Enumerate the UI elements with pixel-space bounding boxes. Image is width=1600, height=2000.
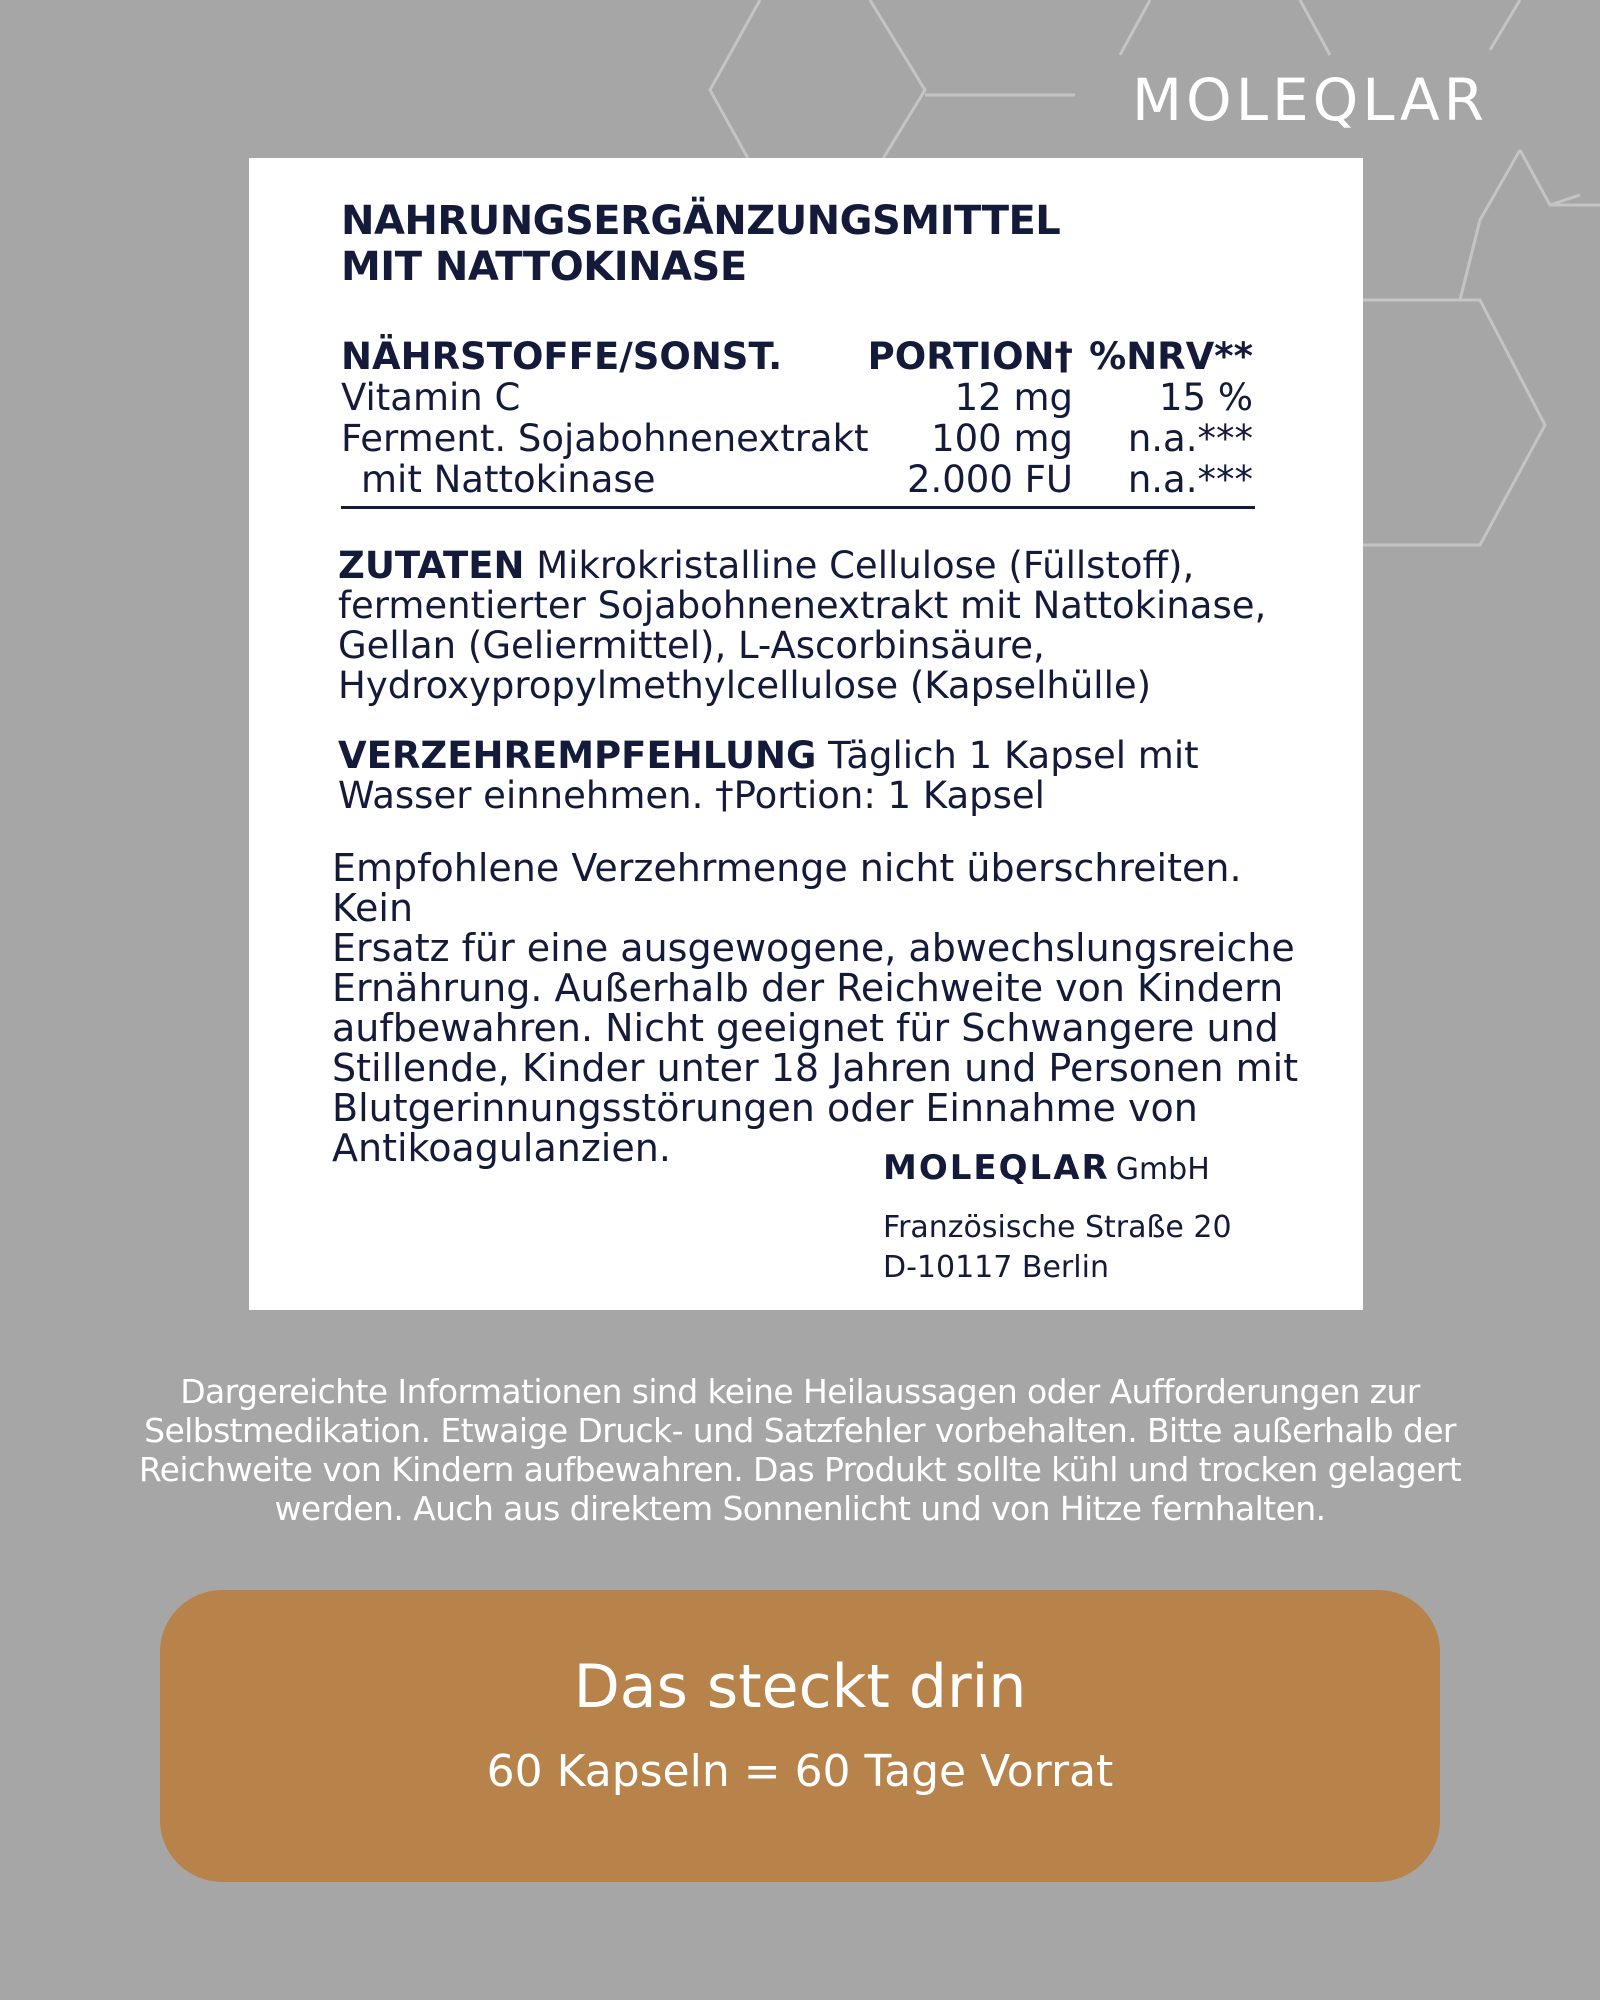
nutrient-name: mit Nattokinase	[361, 458, 656, 501]
disclaimer-line: Reichweite von Kindern aufbewahren. Das Produkt sollte kühl und trocken gelagert	[138, 1450, 1462, 1489]
disclaimer-line: Selbstmedikation. Etwaige Druck- und Satzfehler vorbehalten. Bitte außerhalb der	[144, 1411, 1456, 1450]
nutrition-table-header	[341, 336, 1253, 377]
brand-logo: MOLEQLAR	[1132, 66, 1488, 134]
dosage-section	[338, 736, 1298, 816]
product-title-line: MIT NATTOKINASE	[341, 244, 747, 290]
warning-line: Stillende, Kinder unter 18 Jahren und Personen mit	[332, 1046, 1299, 1090]
warning-line: Ersatz für eine ausgewogene, abwechslungsreiche	[332, 926, 1295, 970]
warning-line: Antikoagulanzien.	[332, 1126, 671, 1170]
nutrient-portion: 2.000 FU	[906, 458, 1073, 501]
warning-line: Empfohlene Verzehrmenge nicht überschreiten. Kein	[332, 846, 1242, 930]
contents-banner-subtitle: 60 Kapseln = 60 Tage Vorrat	[486, 1746, 1114, 1797]
dosage-text: Wasser einnehmen. †Portion: 1 Kapsel	[338, 774, 1045, 817]
nutrient-nrv: 15 %	[1159, 376, 1253, 419]
dosage-heading: VERZEHREMPFEHLUNG	[338, 734, 817, 777]
header-nutrients: NÄHRSTOFFE/SONST.	[341, 335, 783, 378]
company-address	[883, 1208, 1232, 1288]
product-label-card	[249, 158, 1363, 1310]
nutrient-portion: 100 mg	[931, 417, 1073, 460]
warning-text	[332, 848, 1332, 1168]
company-logo	[883, 1148, 1210, 1188]
product-title-line: NAHRUNGSERGÄNZUNGSMITTEL	[341, 198, 1061, 244]
warning-line: aufbewahren. Nicht geeignet für Schwangere und	[332, 1006, 1279, 1050]
product-title	[341, 198, 1241, 290]
contents-banner	[160, 1590, 1440, 1882]
nutrient-name: Vitamin C	[341, 376, 521, 419]
table-row	[341, 418, 1253, 459]
nutrition-table	[341, 336, 1253, 500]
header-nrv: %NRV**	[1089, 335, 1253, 378]
ingredients-text: fermentierter Sojabohnenextrakt mit Nattokinase,	[338, 584, 1267, 627]
table-row	[341, 459, 1253, 500]
table-row	[341, 377, 1253, 418]
header-portion: PORTION†	[867, 335, 1073, 378]
nutrient-nrv: n.a.***	[1127, 458, 1253, 501]
dosage-text: Täglich 1 Kapsel mit	[816, 734, 1199, 777]
table-divider	[341, 506, 1255, 509]
nutrient-nrv: n.a.***	[1127, 417, 1253, 460]
ingredients-text: Hydroxypropylmethylcellulose (Kapselhülle)	[338, 664, 1152, 707]
disclaimer-line: werden. Auch aus direktem Sonnenlicht und von Hitze fernhalten.	[274, 1489, 1326, 1528]
address-street: Französische Straße 20	[883, 1210, 1232, 1245]
contents-banner-title: Das steckt drin	[573, 1652, 1027, 1722]
company-logo-word: MOLEQLAR	[883, 1148, 1110, 1188]
company-suffix: GmbH	[1115, 1152, 1210, 1187]
ingredients-text: Gellan (Geliermittel), L-Ascorbinsäure,	[338, 624, 1045, 667]
address-city: D-10117 Berlin	[883, 1250, 1109, 1285]
warning-line: Blutgerinnungsstörungen oder Einnahme von	[332, 1086, 1198, 1130]
disclaimer-line: Dargereichte Informationen sind keine Heilaussagen oder Aufforderungen zur	[180, 1372, 1420, 1411]
ingredients-heading: ZUTATEN	[338, 544, 525, 587]
ingredients-section	[338, 546, 1298, 706]
nutrient-portion: 12 mg	[954, 376, 1073, 419]
ingredients-text: Mikrokristalline Cellulose (Füllstoff),	[524, 544, 1195, 587]
warning-line: Ernährung. Außerhalb der Reichweite von Kindern	[332, 966, 1284, 1010]
disclaimer-text	[100, 1372, 1500, 1528]
nutrient-name: Ferment. Sojabohnenextrakt	[341, 417, 869, 460]
